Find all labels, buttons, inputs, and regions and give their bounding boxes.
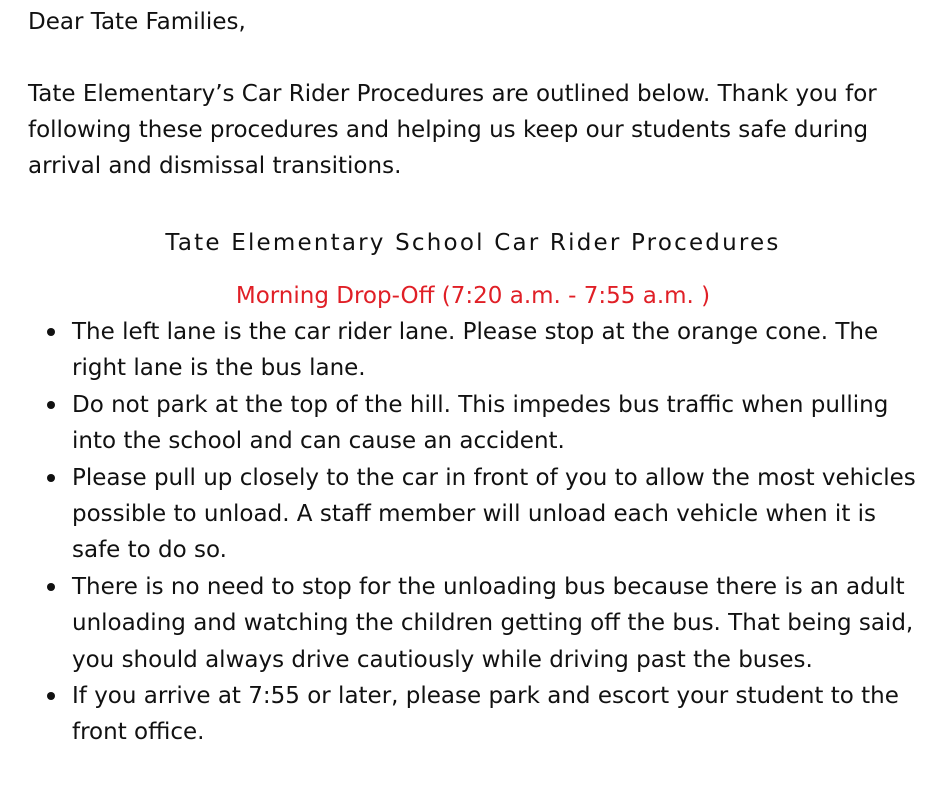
bullet-icon xyxy=(47,583,55,591)
bullet-icon xyxy=(47,401,55,409)
procedure-item-late-arrival xyxy=(28,678,918,751)
procedure-text: Do not park at the top of the hill. This impedes bus traffic when pulling into the school and can cause an accident. xyxy=(72,391,889,455)
procedure-text: There is no need to stop for the unloading bus because there is an adult unloading and watching the children getting off the bus. That being said, you should always drive cautiously while driving past the buses. xyxy=(72,573,914,673)
bullet-icon xyxy=(47,328,55,336)
procedure-text: If you arrive at 7:55 or later, please park and escort your student to the front office. xyxy=(72,683,899,746)
procedure-item-lanes xyxy=(28,314,918,387)
procedures-title: Tate Elementary School Car Rider Procedures xyxy=(165,230,781,256)
procedure-item-no-parking xyxy=(28,387,918,460)
procedure-text: Please pull up closely to the car in front of you to allow the most vehicles possible to unload. A staff member will unload each vehicle when it is safe to do so. xyxy=(72,464,916,564)
procedure-list xyxy=(28,314,918,751)
procedure-item-bus xyxy=(28,569,918,678)
bullet-icon xyxy=(47,692,55,700)
procedure-item-pull-up xyxy=(28,460,918,569)
intro-paragraph: Tate Elementary’s Car Rider Procedures are outlined below. Thank you for following these procedures and helping us keep our students safe during arrival and dismissal transitions. xyxy=(28,81,877,179)
procedure-text: The left lane is the car rider lane. Please stop at the orange cone. The right lane is the bus lane. xyxy=(72,319,879,382)
greeting-line: Dear Tate Families, xyxy=(28,9,246,35)
bullet-icon xyxy=(47,474,55,482)
morning-dropoff-heading: Morning Drop-Off (7:20 a.m. - 7:55 a.m. ) xyxy=(235,283,711,309)
